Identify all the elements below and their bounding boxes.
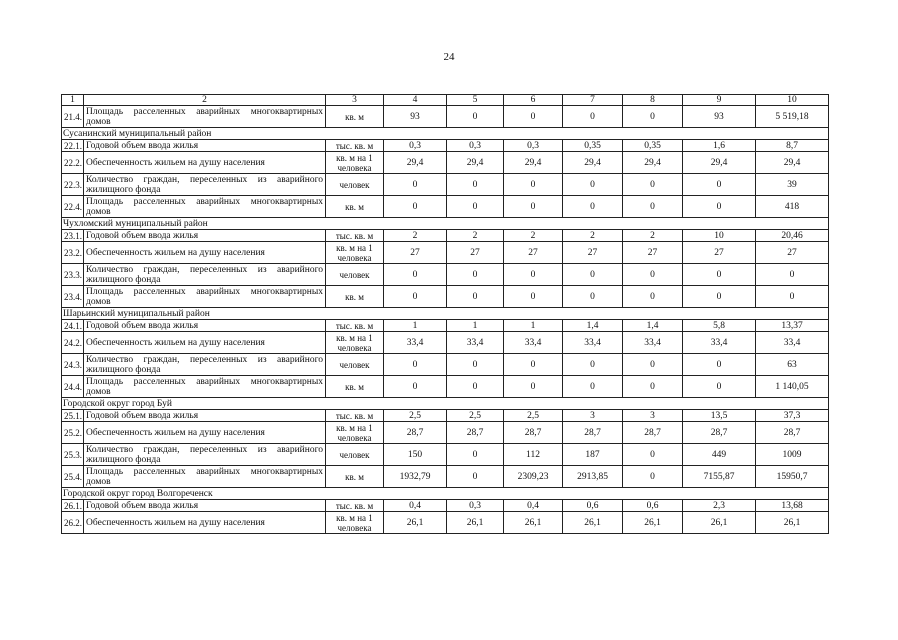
value-cell: 0: [623, 264, 683, 286]
table-header-row: [62, 95, 829, 106]
value-cell: 3: [563, 410, 623, 422]
value-cell: 28,7: [504, 422, 563, 444]
value-cell: 28,7: [623, 422, 683, 444]
table-row: [62, 410, 829, 422]
value-cell: 0,35: [623, 140, 683, 152]
indicator-name: Годовой объем ввода жилья: [84, 410, 326, 422]
value-cell: 0: [384, 196, 447, 218]
table-row: [62, 242, 829, 264]
value-cell: 13,5: [683, 410, 756, 422]
header-cell: 5: [447, 95, 504, 106]
value-cell: 0: [683, 196, 756, 218]
value-cell: 93: [683, 106, 756, 128]
value-cell: 0: [504, 106, 563, 128]
value-cell: 28,7: [384, 422, 447, 444]
value-cell: 0: [447, 444, 504, 466]
value-cell: 112: [504, 444, 563, 466]
indicators-table: [61, 94, 829, 534]
value-cell: 0: [447, 466, 504, 488]
unit-cell: кв. м на 1 человека: [326, 332, 384, 354]
value-cell: 418: [756, 196, 829, 218]
header-cell: 4: [384, 95, 447, 106]
section-title: Городской округ город Волгореченск: [62, 488, 829, 500]
indicator-name: Площадь расселенных аварийных многоквартирных домов: [84, 286, 326, 308]
value-cell: 0: [563, 174, 623, 196]
value-cell: 0: [384, 286, 447, 308]
value-cell: 0,3: [447, 140, 504, 152]
header-cell: 1: [62, 95, 84, 106]
value-cell: 27: [756, 242, 829, 264]
unit-cell: человек: [326, 264, 384, 286]
unit-cell: кв. м: [326, 376, 384, 398]
value-cell: 0: [683, 286, 756, 308]
value-cell: 0,3: [447, 500, 504, 512]
value-cell: 26,1: [563, 512, 623, 534]
indicator-name: Обеспеченность жильем на душу населения: [84, 242, 326, 264]
value-cell: 33,4: [623, 332, 683, 354]
value-cell: 0: [563, 354, 623, 376]
value-cell: 28,7: [683, 422, 756, 444]
value-cell: 26,1: [384, 512, 447, 534]
value-cell: 0: [504, 264, 563, 286]
indicator-name: Количество граждан, переселенных из аварийного жилищного фонда: [84, 264, 326, 286]
value-cell: 29,4: [384, 152, 447, 174]
value-cell: 0: [447, 174, 504, 196]
value-cell: 0: [447, 286, 504, 308]
value-cell: 27: [563, 242, 623, 264]
row-index: 24.4.: [62, 376, 84, 398]
value-cell: 1009: [756, 444, 829, 466]
table-row: [62, 264, 829, 286]
value-cell: 29,4: [623, 152, 683, 174]
section-header-row: [62, 128, 829, 140]
value-cell: 2,5: [447, 410, 504, 422]
page-number: 24: [443, 51, 455, 63]
indicator-name: Годовой объем ввода жилья: [84, 140, 326, 152]
value-cell: 33,4: [384, 332, 447, 354]
header-cell: 9: [683, 95, 756, 106]
row-index: 25.3.: [62, 444, 84, 466]
section-title: Городской округ город Буй: [62, 398, 829, 410]
value-cell: 33,4: [563, 332, 623, 354]
table-row: [62, 500, 829, 512]
value-cell: 0: [504, 196, 563, 218]
indicator-name: Количество граждан, переселенных из аварийного жилищного фонда: [84, 174, 326, 196]
table-row: [62, 286, 829, 308]
unit-cell: кв. м на 1 человека: [326, 422, 384, 444]
section-title: Сусанинский муниципальный район: [62, 128, 829, 140]
header-cell: 6: [504, 95, 563, 106]
value-cell: 2: [384, 230, 447, 242]
value-cell: 150: [384, 444, 447, 466]
value-cell: 0: [563, 106, 623, 128]
value-cell: 0,6: [623, 500, 683, 512]
indicator-name: Количество граждан, переселенных из аварийного жилищного фонда: [84, 354, 326, 376]
header-cell: 10: [756, 95, 829, 106]
value-cell: 63: [756, 354, 829, 376]
value-cell: 29,4: [504, 152, 563, 174]
row-index: 23.2.: [62, 242, 84, 264]
value-cell: 187: [563, 444, 623, 466]
table-row: [62, 444, 829, 466]
value-cell: 2: [563, 230, 623, 242]
table-row: [62, 230, 829, 242]
value-cell: 0: [756, 286, 829, 308]
value-cell: 93: [384, 106, 447, 128]
value-cell: 0: [504, 174, 563, 196]
unit-cell: человек: [326, 354, 384, 376]
table-row: [62, 332, 829, 354]
value-cell: 3: [623, 410, 683, 422]
value-cell: 27: [504, 242, 563, 264]
row-index: 23.4.: [62, 286, 84, 308]
unit-cell: человек: [326, 444, 384, 466]
value-cell: 0: [623, 106, 683, 128]
value-cell: 0: [623, 196, 683, 218]
section-header-row: [62, 308, 829, 320]
value-cell: 0: [384, 264, 447, 286]
value-cell: 13,68: [756, 500, 829, 512]
unit-cell: тыс. кв. м: [326, 140, 384, 152]
indicator-name: Обеспеченность жильем на душу населения: [84, 422, 326, 444]
value-cell: 0: [504, 354, 563, 376]
row-index: 26.1.: [62, 500, 84, 512]
unit-cell: тыс. кв. м: [326, 230, 384, 242]
value-cell: 2913,85: [563, 466, 623, 488]
header-cell: 7: [563, 95, 623, 106]
value-cell: 28,7: [756, 422, 829, 444]
value-cell: 0: [447, 376, 504, 398]
table-row: [62, 196, 829, 218]
value-cell: 26,1: [504, 512, 563, 534]
value-cell: 0: [623, 286, 683, 308]
table-row: [62, 140, 829, 152]
row-index: 24.3.: [62, 354, 84, 376]
value-cell: 8,7: [756, 140, 829, 152]
table-row: [62, 422, 829, 444]
section-header-row: [62, 398, 829, 410]
table-row: [62, 152, 829, 174]
value-cell: 28,7: [563, 422, 623, 444]
value-cell: 33,4: [447, 332, 504, 354]
indicator-name: Обеспеченность жильем на душу населения: [84, 512, 326, 534]
indicator-name: Площадь расселенных аварийных многоквартирных домов: [84, 376, 326, 398]
value-cell: 1: [384, 320, 447, 332]
value-cell: 0: [563, 286, 623, 308]
value-cell: 0,35: [563, 140, 623, 152]
unit-cell: кв. м: [326, 286, 384, 308]
value-cell: 27: [447, 242, 504, 264]
indicator-name: Обеспеченность жильем на душу населения: [84, 332, 326, 354]
value-cell: 37,3: [756, 410, 829, 422]
value-cell: 0,6: [563, 500, 623, 512]
row-index: 22.1.: [62, 140, 84, 152]
indicator-name: Площадь расселенных аварийных многоквартирных домов: [84, 466, 326, 488]
unit-cell: кв. м: [326, 196, 384, 218]
indicator-name: Площадь расселенных аварийных многоквартирных домов: [84, 196, 326, 218]
value-cell: 27: [623, 242, 683, 264]
value-cell: 5 519,18: [756, 106, 829, 128]
table-row: [62, 512, 829, 534]
value-cell: 2,3: [683, 500, 756, 512]
value-cell: 0: [504, 286, 563, 308]
value-cell: 0: [756, 264, 829, 286]
row-index: 23.3.: [62, 264, 84, 286]
value-cell: 0,4: [384, 500, 447, 512]
unit-cell: кв. м: [326, 106, 384, 128]
row-index: 26.2.: [62, 512, 84, 534]
value-cell: 29,4: [563, 152, 623, 174]
indicator-name: Годовой объем ввода жилья: [84, 320, 326, 332]
value-cell: 2,5: [504, 410, 563, 422]
value-cell: 1 140,05: [756, 376, 829, 398]
value-cell: 27: [683, 242, 756, 264]
table-row: [62, 354, 829, 376]
row-index: 24.1.: [62, 320, 84, 332]
value-cell: 0: [447, 354, 504, 376]
row-index: 24.2.: [62, 332, 84, 354]
value-cell: 28,7: [447, 422, 504, 444]
value-cell: 1: [504, 320, 563, 332]
value-cell: 0: [384, 376, 447, 398]
value-cell: 0: [683, 174, 756, 196]
value-cell: 2,5: [384, 410, 447, 422]
section-header-row: [62, 218, 829, 230]
section-title: Шарьинский муниципальный район: [62, 308, 829, 320]
value-cell: 0: [563, 196, 623, 218]
value-cell: 0: [623, 376, 683, 398]
table-row: [62, 174, 829, 196]
value-cell: 1,4: [623, 320, 683, 332]
unit-cell: тыс. кв. м: [326, 410, 384, 422]
table-row: [62, 466, 829, 488]
indicator-name: Годовой объем ввода жилья: [84, 500, 326, 512]
section-title: Чухломский муниципальный район: [62, 218, 829, 230]
value-cell: 0: [683, 376, 756, 398]
value-cell: 0: [683, 264, 756, 286]
value-cell: 0,4: [504, 500, 563, 512]
value-cell: 0: [384, 354, 447, 376]
unit-cell: тыс. кв. м: [326, 320, 384, 332]
value-cell: 2: [623, 230, 683, 242]
value-cell: 26,1: [756, 512, 829, 534]
value-cell: 29,4: [756, 152, 829, 174]
row-index: 22.3.: [62, 174, 84, 196]
value-cell: 33,4: [683, 332, 756, 354]
value-cell: 1,4: [563, 320, 623, 332]
value-cell: 0: [447, 106, 504, 128]
value-cell: 26,1: [447, 512, 504, 534]
value-cell: 26,1: [683, 512, 756, 534]
header-cell: 8: [623, 95, 683, 106]
value-cell: 0: [623, 444, 683, 466]
value-cell: 13,37: [756, 320, 829, 332]
unit-cell: кв. м на 1 человека: [326, 242, 384, 264]
value-cell: 2309,23: [504, 466, 563, 488]
row-index: 22.2.: [62, 152, 84, 174]
value-cell: 2: [447, 230, 504, 242]
table-row: [62, 320, 829, 332]
value-cell: 20,46: [756, 230, 829, 242]
header-cell: 2: [84, 95, 326, 106]
value-cell: 449: [683, 444, 756, 466]
unit-cell: кв. м на 1 человека: [326, 152, 384, 174]
value-cell: 33,4: [756, 332, 829, 354]
table-row: [62, 376, 829, 398]
value-cell: 0: [683, 354, 756, 376]
value-cell: 0: [563, 376, 623, 398]
row-index: 23.1.: [62, 230, 84, 242]
table-body: [62, 95, 829, 534]
unit-cell: тыс. кв. м: [326, 500, 384, 512]
value-cell: 33,4: [504, 332, 563, 354]
unit-cell: человек: [326, 174, 384, 196]
value-cell: 0,3: [384, 140, 447, 152]
value-cell: 0: [623, 466, 683, 488]
row-index: 25.1.: [62, 410, 84, 422]
value-cell: 0: [447, 264, 504, 286]
value-cell: 0: [623, 174, 683, 196]
unit-cell: кв. м на 1 человека: [326, 512, 384, 534]
value-cell: 0: [447, 196, 504, 218]
unit-cell: кв. м: [326, 466, 384, 488]
value-cell: 0: [504, 376, 563, 398]
value-cell: 1: [447, 320, 504, 332]
value-cell: 0,3: [504, 140, 563, 152]
value-cell: 10: [683, 230, 756, 242]
value-cell: 39: [756, 174, 829, 196]
value-cell: 29,4: [447, 152, 504, 174]
indicator-name: Обеспеченность жильем на душу населения: [84, 152, 326, 174]
value-cell: 0: [563, 264, 623, 286]
row-index: 21.4.: [62, 106, 84, 128]
section-header-row: [62, 488, 829, 500]
table-row: [62, 106, 829, 128]
indicator-name: Количество граждан, переселенных из аварийного жилищного фонда: [84, 444, 326, 466]
value-cell: 0: [623, 354, 683, 376]
value-cell: 1,6: [683, 140, 756, 152]
value-cell: 5,8: [683, 320, 756, 332]
value-cell: 27: [384, 242, 447, 264]
row-index: 22.4.: [62, 196, 84, 218]
value-cell: 2: [504, 230, 563, 242]
value-cell: 26,1: [623, 512, 683, 534]
value-cell: 29,4: [683, 152, 756, 174]
row-index: 25.4.: [62, 466, 84, 488]
value-cell: 15950,7: [756, 466, 829, 488]
indicator-name: Годовой объем ввода жилья: [84, 230, 326, 242]
value-cell: 0: [384, 174, 447, 196]
header-cell: 3: [326, 95, 384, 106]
indicator-name: Площадь расселенных аварийных многоквартирных домов: [84, 106, 326, 128]
value-cell: 1932,79: [384, 466, 447, 488]
value-cell: 7155,87: [683, 466, 756, 488]
row-index: 25.2.: [62, 422, 84, 444]
